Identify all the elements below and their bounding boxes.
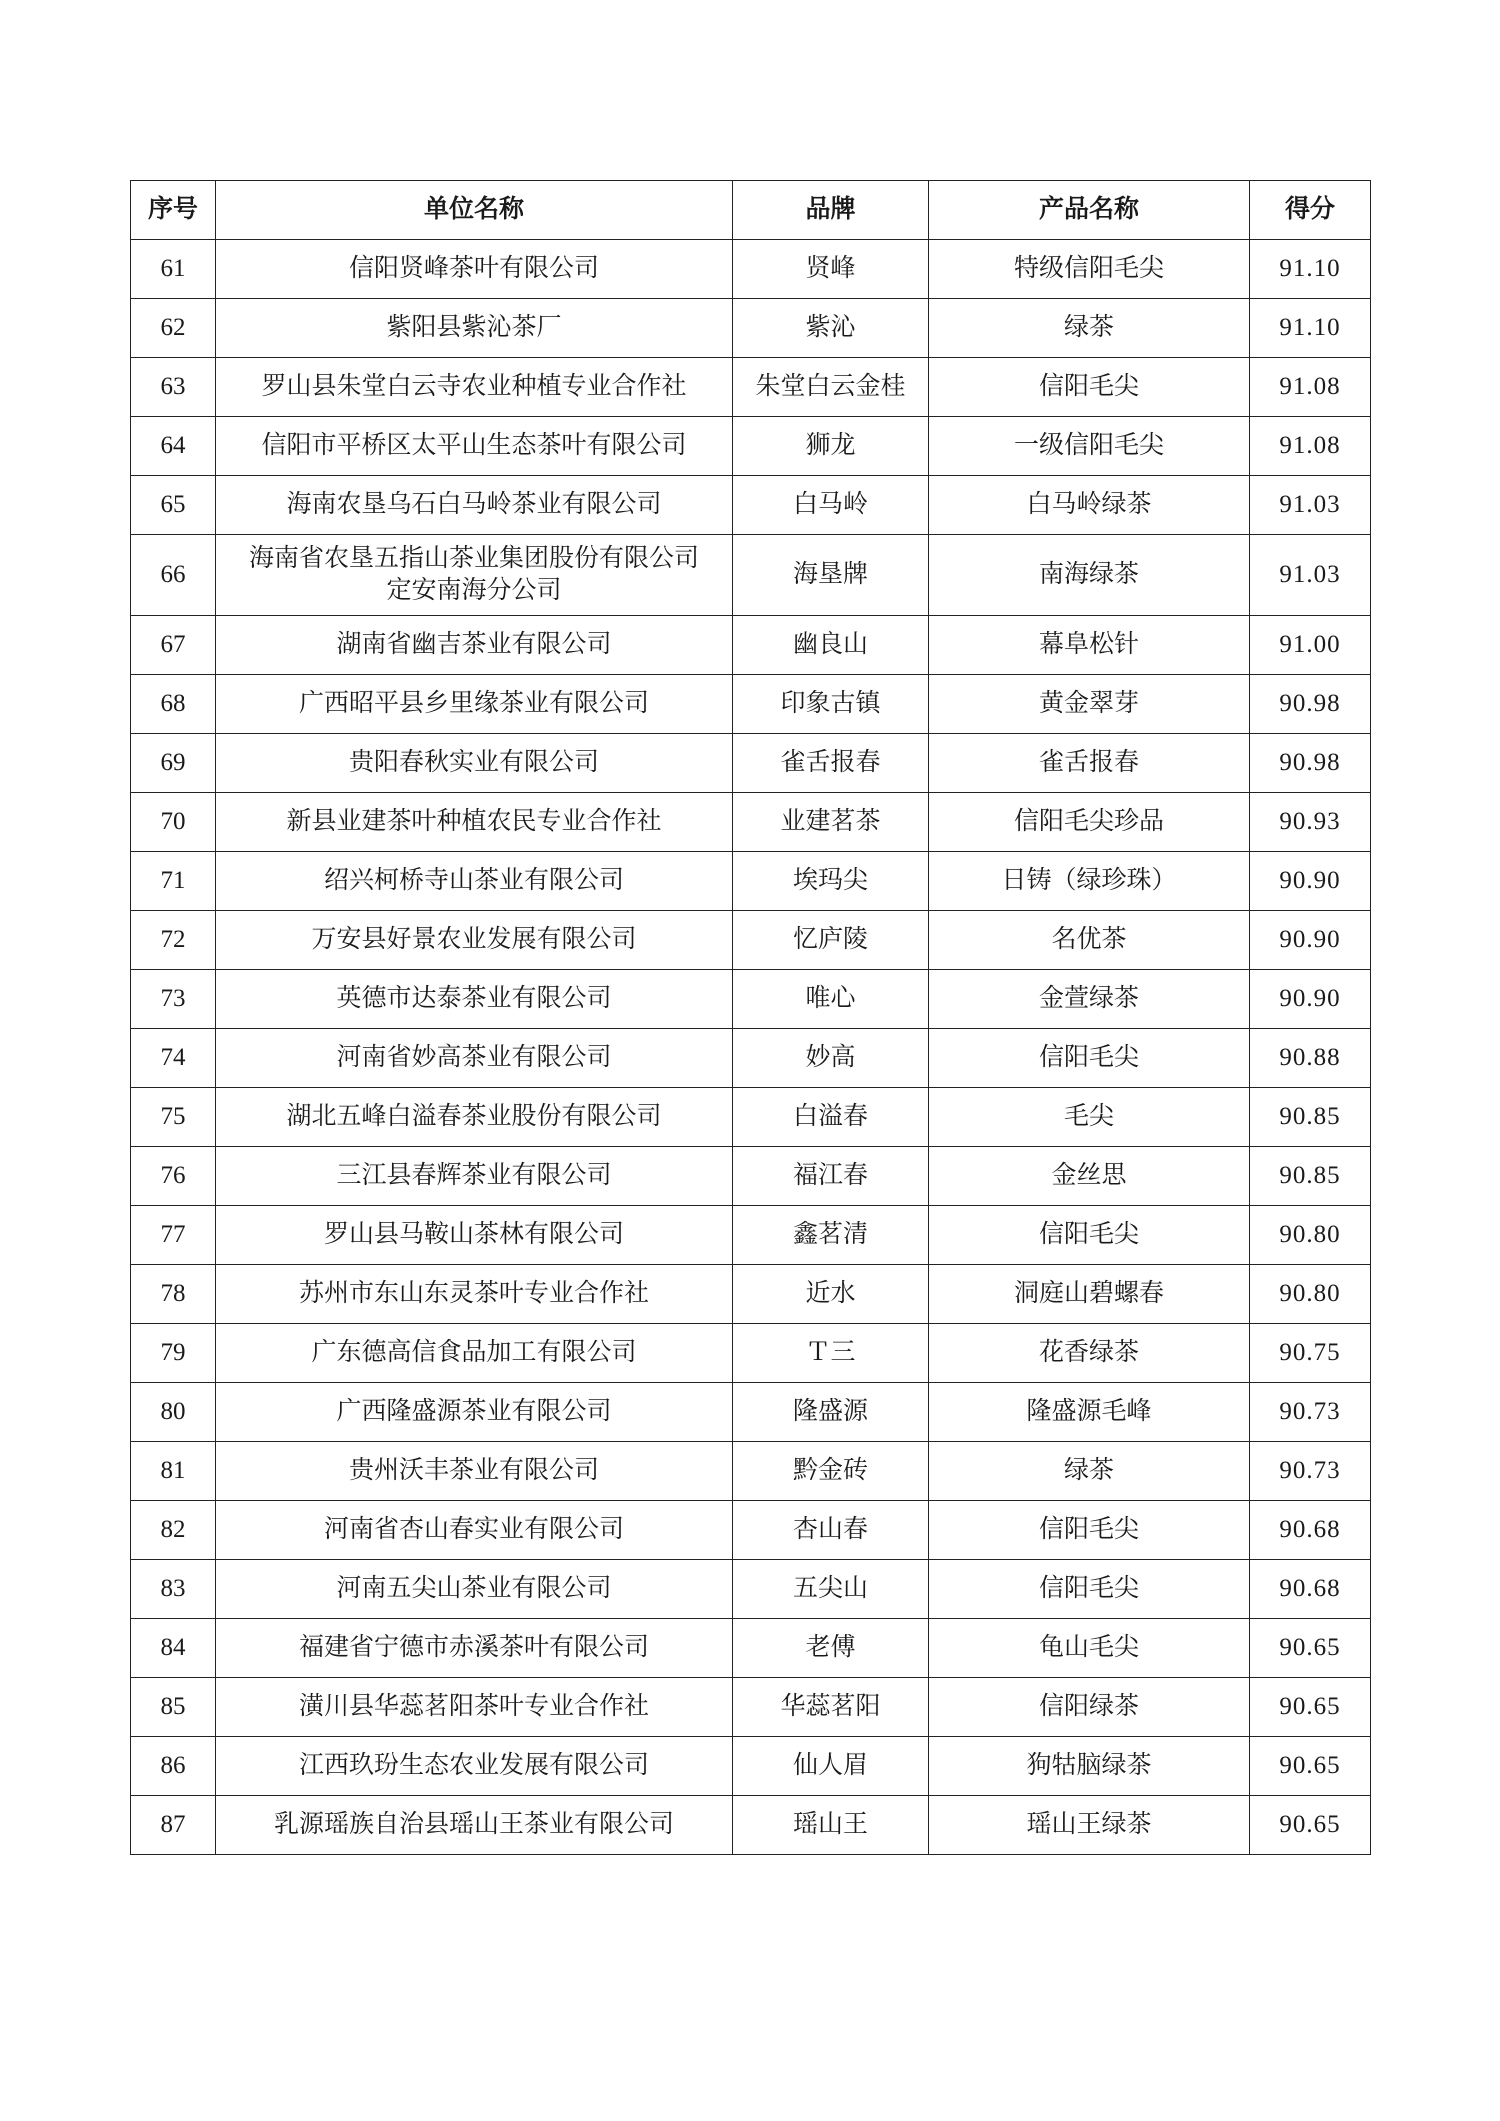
cell-product: 洞庭山碧螺春 — [929, 1265, 1250, 1324]
table-row — [131, 417, 1371, 476]
table-row — [131, 1088, 1371, 1147]
cell-brand: 贤峰 — [733, 240, 929, 299]
cell-unit: 信阳贤峰茶叶有限公司 — [216, 240, 733, 299]
cell-brand: 近水 — [733, 1265, 929, 1324]
table-row — [131, 358, 1371, 417]
table-row — [131, 1796, 1371, 1855]
cell-score: 90.98 — [1250, 675, 1371, 734]
cell-score: 91.10 — [1250, 299, 1371, 358]
cell-score: 90.75 — [1250, 1324, 1371, 1383]
cell-product: 绿茶 — [929, 299, 1250, 358]
table-row — [131, 1383, 1371, 1442]
cell-no: 66 — [131, 535, 216, 616]
cell-brand: 妙高 — [733, 1029, 929, 1088]
table-row — [131, 793, 1371, 852]
cell-no: 79 — [131, 1324, 216, 1383]
cell-brand: 幽良山 — [733, 616, 929, 675]
cell-score: 90.65 — [1250, 1796, 1371, 1855]
cell-no: 67 — [131, 616, 216, 675]
cell-product: 南海绿茶 — [929, 535, 1250, 616]
cell-score: 90.73 — [1250, 1442, 1371, 1501]
cell-product: 隆盛源毛峰 — [929, 1383, 1250, 1442]
cell-no: 85 — [131, 1678, 216, 1737]
cell-brand: 福江春 — [733, 1147, 929, 1206]
table-row — [131, 616, 1371, 675]
cell-no: 75 — [131, 1088, 216, 1147]
cell-unit: 海南省农垦五指山茶业集团股份有限公司 定安南海分公司 — [216, 535, 733, 616]
header-no: 序号 — [131, 181, 216, 240]
cell-score: 91.00 — [1250, 616, 1371, 675]
cell-product: 日铸（绿珍珠） — [929, 852, 1250, 911]
table-row — [131, 970, 1371, 1029]
cell-no: 61 — [131, 240, 216, 299]
cell-product: 信阳毛尖 — [929, 1206, 1250, 1265]
cell-brand: 印象古镇 — [733, 675, 929, 734]
table-row — [131, 240, 1371, 299]
cell-unit: 罗山县朱堂白云寺农业种植专业合作社 — [216, 358, 733, 417]
cell-brand: 黔金砖 — [733, 1442, 929, 1501]
cell-score: 90.80 — [1250, 1265, 1371, 1324]
cell-no: 83 — [131, 1560, 216, 1619]
cell-product: 狗牯脑绿茶 — [929, 1737, 1250, 1796]
table-row — [131, 1324, 1371, 1383]
cell-score: 90.90 — [1250, 852, 1371, 911]
cell-unit: 英德市达泰茶业有限公司 — [216, 970, 733, 1029]
table-row — [131, 1737, 1371, 1796]
cell-product: 幕阜松针 — [929, 616, 1250, 675]
cell-no: 86 — [131, 1737, 216, 1796]
cell-score: 91.03 — [1250, 535, 1371, 616]
cell-score: 91.10 — [1250, 240, 1371, 299]
cell-product: 一级信阳毛尖 — [929, 417, 1250, 476]
cell-no: 71 — [131, 852, 216, 911]
results-table — [130, 180, 1371, 1855]
cell-unit: 河南省妙高茶业有限公司 — [216, 1029, 733, 1088]
cell-unit: 广西隆盛源茶业有限公司 — [216, 1383, 733, 1442]
table-row — [131, 1442, 1371, 1501]
cell-product: 毛尖 — [929, 1088, 1250, 1147]
cell-no: 77 — [131, 1206, 216, 1265]
cell-product: 信阳毛尖 — [929, 1029, 1250, 1088]
cell-no: 74 — [131, 1029, 216, 1088]
table-row — [131, 1206, 1371, 1265]
cell-product: 信阳毛尖珍品 — [929, 793, 1250, 852]
cell-score: 90.85 — [1250, 1147, 1371, 1206]
cell-brand: 仙人眉 — [733, 1737, 929, 1796]
table-row — [131, 1147, 1371, 1206]
cell-score: 90.68 — [1250, 1560, 1371, 1619]
cell-brand: 紫沁 — [733, 299, 929, 358]
cell-brand: 白马岭 — [733, 476, 929, 535]
cell-unit: 苏州市东山东灵茶叶专业合作社 — [216, 1265, 733, 1324]
header-unit: 单位名称 — [216, 181, 733, 240]
cell-product: 金丝思 — [929, 1147, 1250, 1206]
cell-unit: 潢川县华蕊茗阳茶叶专业合作社 — [216, 1678, 733, 1737]
cell-brand: 老傅 — [733, 1619, 929, 1678]
cell-product: 金萱绿茶 — [929, 970, 1250, 1029]
cell-product: 绿茶 — [929, 1442, 1250, 1501]
cell-unit: 信阳市平桥区太平山生态茶叶有限公司 — [216, 417, 733, 476]
cell-no: 65 — [131, 476, 216, 535]
cell-brand: 业建茗茶 — [733, 793, 929, 852]
cell-score: 91.03 — [1250, 476, 1371, 535]
table-row — [131, 1029, 1371, 1088]
cell-brand: 雀舌报春 — [733, 734, 929, 793]
cell-unit: 江西玖玢生态农业发展有限公司 — [216, 1737, 733, 1796]
table-row — [131, 476, 1371, 535]
cell-product: 信阳绿茶 — [929, 1678, 1250, 1737]
cell-unit: 绍兴柯桥寺山茶业有限公司 — [216, 852, 733, 911]
cell-product: 名优茶 — [929, 911, 1250, 970]
cell-score: 90.65 — [1250, 1678, 1371, 1737]
cell-unit: 新县业建茶叶种植农民专业合作社 — [216, 793, 733, 852]
cell-unit: 福建省宁德市赤溪茶叶有限公司 — [216, 1619, 733, 1678]
cell-brand: 朱堂白云金桂 — [733, 358, 929, 417]
cell-score: 90.90 — [1250, 911, 1371, 970]
header-brand: 品牌 — [733, 181, 929, 240]
cell-no: 80 — [131, 1383, 216, 1442]
cell-score: 90.65 — [1250, 1619, 1371, 1678]
cell-brand: 瑶山王 — [733, 1796, 929, 1855]
cell-no: 81 — [131, 1442, 216, 1501]
table-row — [131, 299, 1371, 358]
cell-no: 69 — [131, 734, 216, 793]
cell-brand: 杏山春 — [733, 1501, 929, 1560]
cell-brand: 狮龙 — [733, 417, 929, 476]
cell-no: 72 — [131, 911, 216, 970]
cell-product: 信阳毛尖 — [929, 1560, 1250, 1619]
cell-score: 90.90 — [1250, 970, 1371, 1029]
cell-no: 68 — [131, 675, 216, 734]
cell-unit: 海南农垦乌石白马岭茶业有限公司 — [216, 476, 733, 535]
cell-product: 花香绿茶 — [929, 1324, 1250, 1383]
cell-no: 78 — [131, 1265, 216, 1324]
cell-unit: 罗山县马鞍山茶林有限公司 — [216, 1206, 733, 1265]
cell-no: 84 — [131, 1619, 216, 1678]
cell-no: 62 — [131, 299, 216, 358]
cell-brand: 隆盛源 — [733, 1383, 929, 1442]
cell-no: 82 — [131, 1501, 216, 1560]
table-row — [131, 1265, 1371, 1324]
cell-brand: 白溢春 — [733, 1088, 929, 1147]
cell-score: 90.80 — [1250, 1206, 1371, 1265]
cell-unit: 河南省杏山春实业有限公司 — [216, 1501, 733, 1560]
table-body — [131, 240, 1371, 1855]
table-row — [131, 911, 1371, 970]
cell-product: 白马岭绿茶 — [929, 476, 1250, 535]
table-row — [131, 1678, 1371, 1737]
table-row — [131, 1501, 1371, 1560]
cell-product: 黄金翠芽 — [929, 675, 1250, 734]
table-row — [131, 535, 1371, 616]
cell-no: 87 — [131, 1796, 216, 1855]
cell-score: 90.68 — [1250, 1501, 1371, 1560]
cell-product: 龟山毛尖 — [929, 1619, 1250, 1678]
cell-product: 雀舌报春 — [929, 734, 1250, 793]
cell-brand: 唯心 — [733, 970, 929, 1029]
cell-score: 91.08 — [1250, 417, 1371, 476]
cell-unit: 广西昭平县乡里缘茶业有限公司 — [216, 675, 733, 734]
cell-brand: 海垦牌 — [733, 535, 929, 616]
cell-score: 90.98 — [1250, 734, 1371, 793]
table-row — [131, 1560, 1371, 1619]
cell-product: 信阳毛尖 — [929, 1501, 1250, 1560]
cell-brand: 华蕊茗阳 — [733, 1678, 929, 1737]
cell-score: 90.88 — [1250, 1029, 1371, 1088]
table-header-row — [131, 181, 1371, 240]
cell-brand: 忆庐陵 — [733, 911, 929, 970]
cell-brand: 五尖山 — [733, 1560, 929, 1619]
cell-unit: 河南五尖山茶业有限公司 — [216, 1560, 733, 1619]
header-product: 产品名称 — [929, 181, 1250, 240]
cell-brand: 鑫茗清 — [733, 1206, 929, 1265]
cell-product: 信阳毛尖 — [929, 358, 1250, 417]
cell-no: 64 — [131, 417, 216, 476]
cell-score: 91.08 — [1250, 358, 1371, 417]
cell-unit: 三江县春辉茶业有限公司 — [216, 1147, 733, 1206]
cell-product: 特级信阳毛尖 — [929, 240, 1250, 299]
table-row — [131, 734, 1371, 793]
cell-no: 76 — [131, 1147, 216, 1206]
table-row — [131, 852, 1371, 911]
cell-brand: 埃玛尖 — [733, 852, 929, 911]
cell-score: 90.65 — [1250, 1737, 1371, 1796]
cell-brand: Ｔ三 — [733, 1324, 929, 1383]
cell-unit: 贵阳春秋实业有限公司 — [216, 734, 733, 793]
cell-score: 90.93 — [1250, 793, 1371, 852]
cell-unit: 湖北五峰白溢春茶业股份有限公司 — [216, 1088, 733, 1147]
cell-unit: 万安县好景农业发展有限公司 — [216, 911, 733, 970]
cell-unit: 贵州沃丰茶业有限公司 — [216, 1442, 733, 1501]
cell-unit: 广东德高信食品加工有限公司 — [216, 1324, 733, 1383]
cell-no: 73 — [131, 970, 216, 1029]
cell-product: 瑶山王绿茶 — [929, 1796, 1250, 1855]
cell-score: 90.73 — [1250, 1383, 1371, 1442]
header-score: 得分 — [1250, 181, 1371, 240]
table-row — [131, 1619, 1371, 1678]
cell-no: 63 — [131, 358, 216, 417]
cell-no: 70 — [131, 793, 216, 852]
cell-unit: 湖南省幽吉茶业有限公司 — [216, 616, 733, 675]
cell-unit: 紫阳县紫沁茶厂 — [216, 299, 733, 358]
table-row — [131, 675, 1371, 734]
cell-unit: 乳源瑶族自治县瑶山王茶业有限公司 — [216, 1796, 733, 1855]
cell-score: 90.85 — [1250, 1088, 1371, 1147]
